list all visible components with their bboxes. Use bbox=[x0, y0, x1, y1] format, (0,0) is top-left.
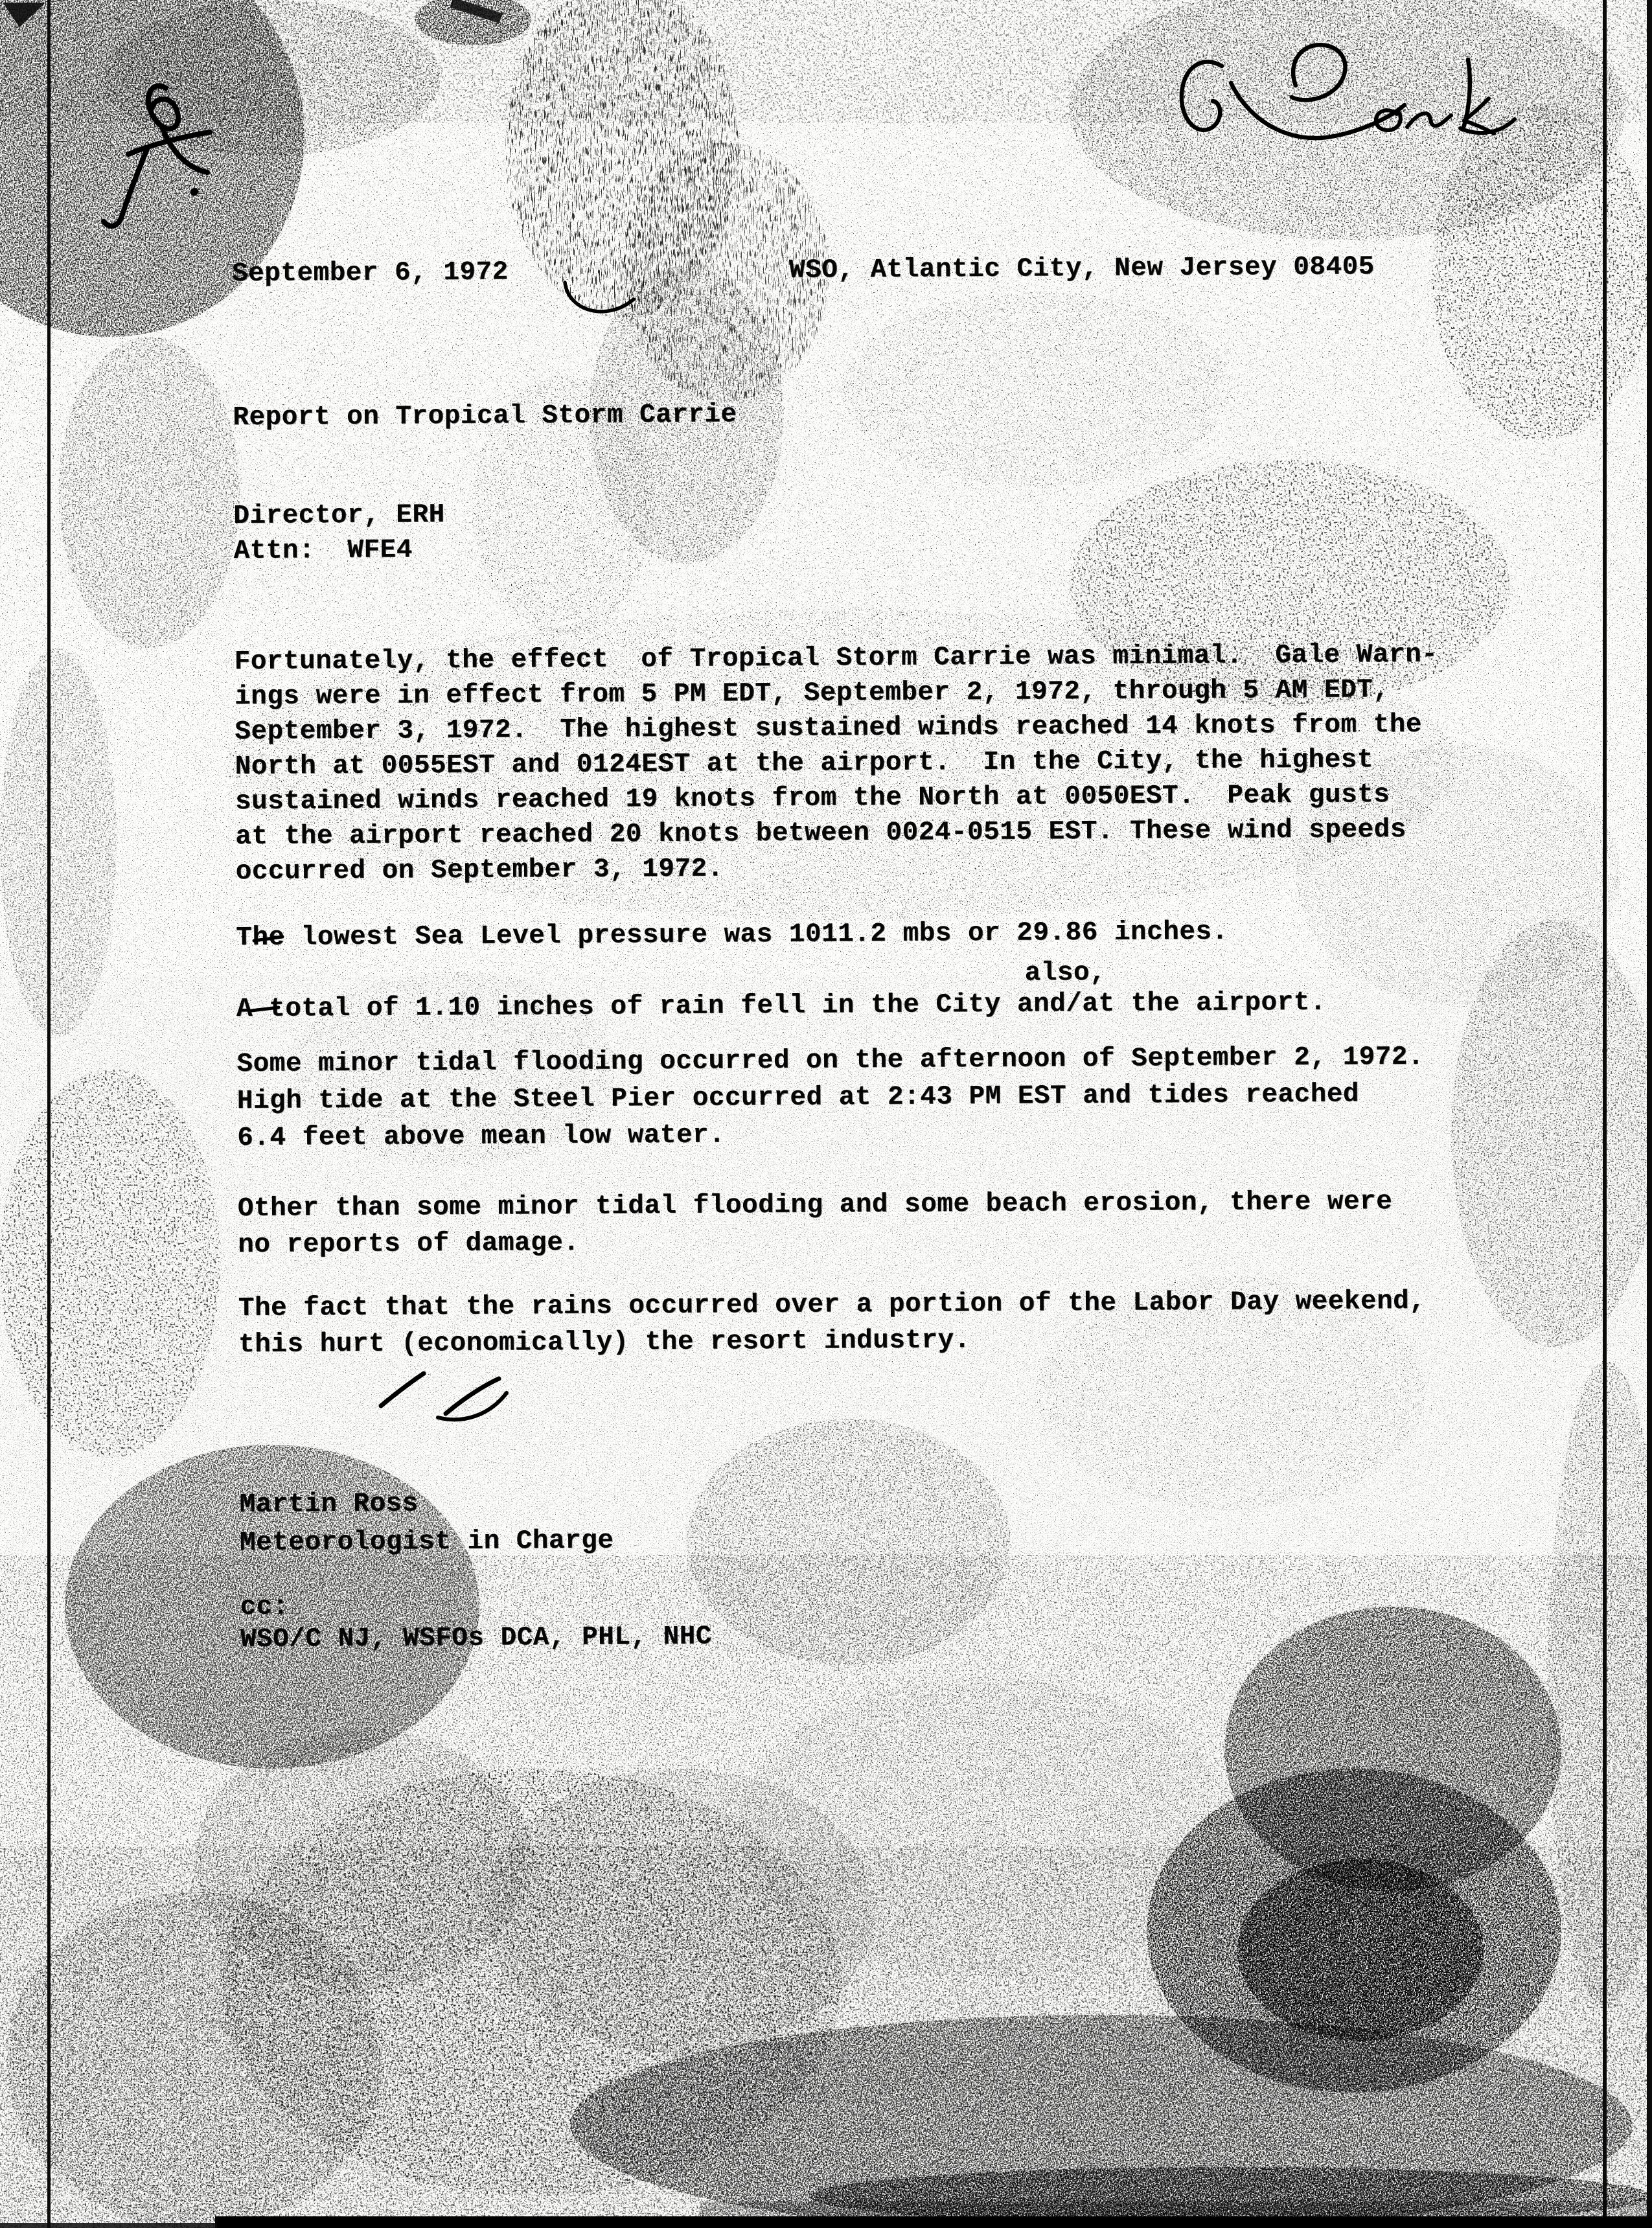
paragraph-line: no reports of damage. bbox=[238, 1228, 580, 1260]
cc-label: cc: bbox=[240, 1592, 290, 1622]
paragraph-line: Other than some minor tidal flooding and some beach erosion, there were bbox=[237, 1187, 1393, 1224]
cc-recipients: WSO/C NJ, WSFOs DCA, PHL, NHC bbox=[240, 1622, 713, 1655]
paragraph-line: September 3, 1972. The highest sustained winds reached 14 knots from the bbox=[235, 709, 1423, 747]
rainfall-line: A total of 1.10 inches of rain fell in the City and/at the airport. bbox=[236, 987, 1327, 1024]
paragraph-line: occurred on September 3, 1972. bbox=[235, 854, 724, 887]
signer-title: Meteorologist in Charge bbox=[239, 1526, 614, 1558]
paragraph-line: this hurt (economically) the resort industry. bbox=[238, 1326, 970, 1360]
recipient-to: Director, ERH bbox=[233, 500, 445, 532]
inserted-word-also: also, bbox=[1024, 958, 1107, 989]
station-address: WSO, Atlantic City, New Jersey 08405 bbox=[788, 252, 1375, 286]
paragraph-line: Some minor tidal flooding occurred on the afternoon of September 2, 1972. bbox=[236, 1042, 1425, 1079]
recipient-attn: Attn: WFE4 bbox=[233, 535, 413, 567]
signer-name: Martin Ross bbox=[239, 1489, 419, 1520]
paragraph-line: The fact that the rains occurred over a portion of the Labor Day weekend, bbox=[238, 1286, 1426, 1324]
paragraph-line: Fortunately, the effect of Tropical Storm Carrie was minimal. Gale Warn- bbox=[234, 639, 1438, 678]
subject-line: Report on Tropical Storm Carrie bbox=[233, 400, 737, 433]
paragraph-line: High tide at the Steel Pier occurred at 2:43 PM EST and tides reached bbox=[236, 1079, 1360, 1116]
paragraph-line: ings were in effect from 5 PM EDT, September 2, 1972, through 5 AM EDT, bbox=[234, 675, 1390, 712]
paragraph-line: sustained winds reached 19 knots from the North at 0050EST. Peak gusts bbox=[235, 780, 1390, 817]
pen-check-marks bbox=[251, 282, 634, 1419]
handwritten-initials-scribble bbox=[104, 86, 210, 226]
pressure-line: The lowest Sea Level pressure was 1011.2 mbs or 29.86 inches. bbox=[236, 917, 1228, 953]
paragraph-line: North at 0055EST and 0124EST at the airport. In the City, the highest bbox=[235, 745, 1374, 782]
handwritten-signature bbox=[1182, 45, 1515, 138]
paragraph-line: at the airport reached 20 knots between 0024-0515 EST. These wind speeds bbox=[235, 814, 1406, 852]
letter-date: September 6, 1972 bbox=[231, 257, 509, 290]
paragraph-line: 6.4 feet above mean low water. bbox=[237, 1120, 726, 1153]
